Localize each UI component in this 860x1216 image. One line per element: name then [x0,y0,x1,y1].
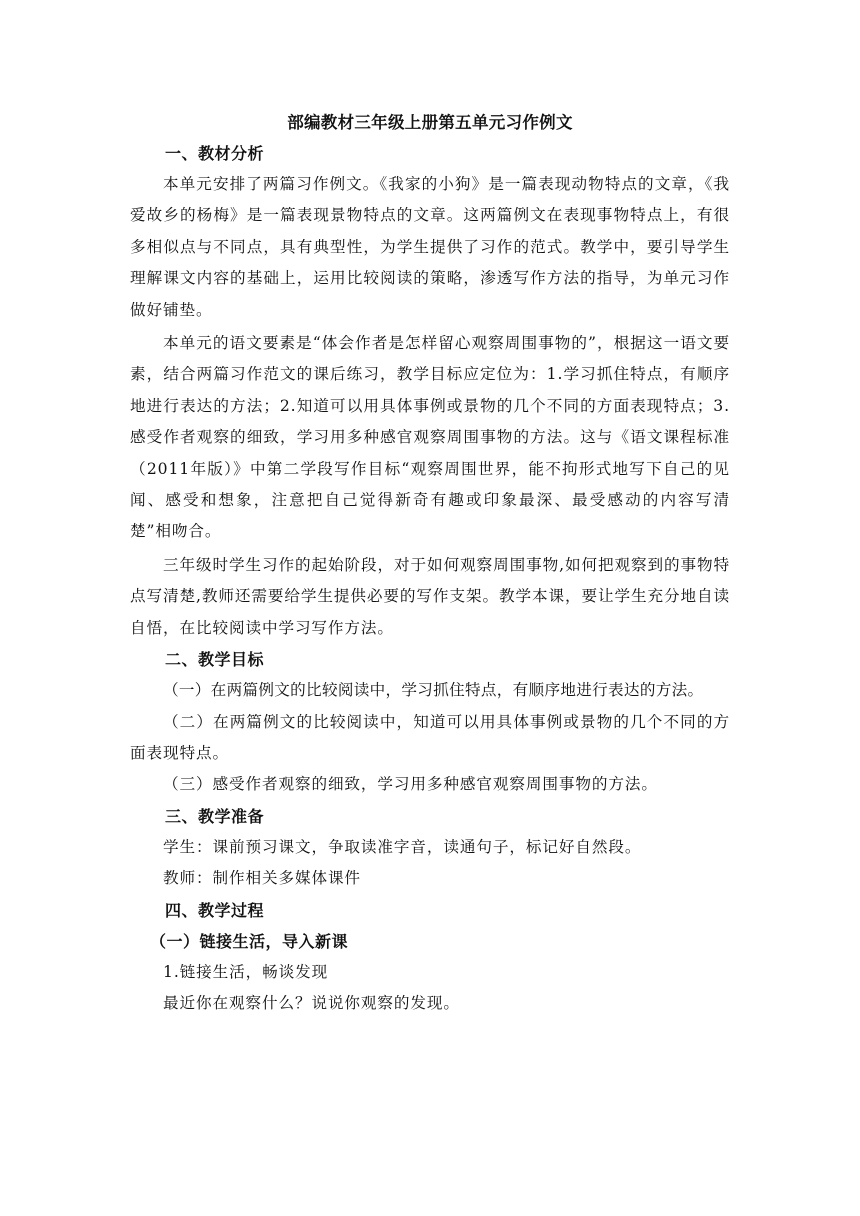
goal-item-2: （二）在两篇例文的比较阅读中，知道可以用具体事例或景物的几个不同的方面表现特点。 [130,712,730,762]
paragraph-analysis-1: 本单元安排了两篇习作例文。《我家的小狗》是一篇表现动物特点的文章，《我爱故乡的杨梅》是一篇表现景物特点的文章。这两篇例文在表现事物特点上，有很多相似点与不同点，具有典型性，为学生提供了习作的范式。教学中，要引导学生理解课文内容的基础上，运用比较阅读的策略，渗透写作方法的指导，为单元习作做好铺垫。 [130,175,730,319]
process-item-1: 1.链接生活，畅谈发现 [163,962,329,981]
paragraph-analysis-3: 三年级时学生习作的起始阶段，对于如何观察周围事物,如何把观察到的事物特点写清楚,教师还需要给学生提供必要的写作支架。教学本课，要让学生充分地自读自悟，在比较阅读中学习写作方法。 [130,555,730,637]
preparation-students: 学生：课前预习课文，争取读准字音，读通句子，标记好自然段。 [163,837,642,856]
page-title: 部编教材三年级上册第五单元习作例文 [287,113,573,132]
section-heading-process: 四、教学过程 [165,900,265,920]
section-heading-analysis: 一、教材分析 [165,144,265,163]
goal-item-1: （一）在两篇例文的比较阅读中，学习抓住特点，有顺序地进行表达的方法。 [163,681,704,700]
preparation-teacher: 教师：制作相关多媒体课件 [163,869,361,888]
goal-item-3: （三）感受作者观察的细致，学习用多种感官观察周围事物的方法。 [163,775,658,794]
paragraph-analysis-2: 本单元的语文要素是“体会作者是怎样留心观察周围事物的”，根据这一语文要素，结合两篇习作范文的课后练习，教学目标应定位为：1.学习抓住特点，有顺序地进行表达的方法；2.知道可以用具体事例或景物的几个不同的方面表现特点；3.感受作者观察的细致，学习用多种感官观察周围事物的方法。这与《语文课程标准（2011年版）》中第二学段写作目标“观察周围世界，能不拘形式地写下自己的见闻、感受和想象，注意把自己觉得新奇有趣或印象最深、最受感动的内容写清楚”相吻合。 [130,334,730,541]
section-heading-goals: 二、教学目标 [165,650,265,670]
subsection-heading-intro: （一）链接生活，导入新课 [150,931,349,951]
section-heading-preparation: 三、教学准备 [165,806,265,826]
document-body [130,108,730,1019]
process-item-1-text: 最近你在观察什么？说说你观察的发现。 [163,993,460,1012]
